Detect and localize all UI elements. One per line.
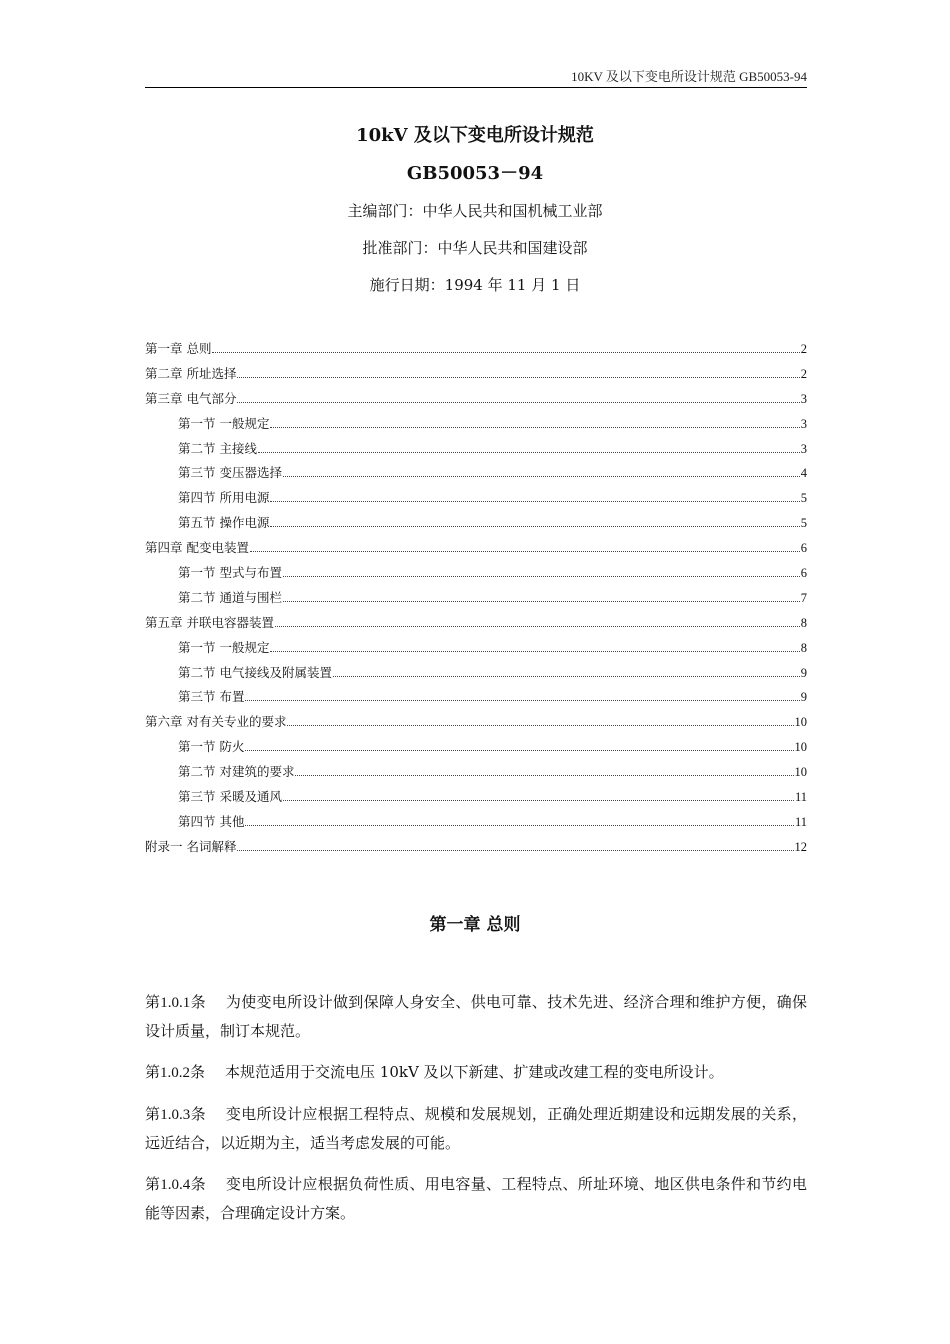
toc-entry-page: 9 [800,665,807,680]
toc-leader-dots [258,439,800,453]
clause-text: 变电所设计应根据工程特点、规模和发展规划，正确处理近期建设和远期发展的关系，远近结合，以近期为主，适当考虑发展的可能。 [145,1105,807,1152]
toc-leader-dots [333,663,800,677]
toc-entry[interactable] [145,538,807,563]
toc-entry-label: 第二章 所址选择 [145,365,237,381]
toc-entry-label: 第六章 对有关专业的要求 [145,714,287,730]
toc-entry[interactable] [145,588,807,613]
toc-entry[interactable] [145,787,807,812]
clause-number: 第1.0.1条 [145,995,206,1011]
toc-entry-label: 第三章 电气部分 [145,390,237,406]
effective-date-line: 施行日期：1994 年 11 月 1 日 [369,276,581,294]
toc-leader-dots [283,463,800,477]
table-of-contents [145,339,807,862]
title-block [0,124,950,298]
chapter-title: 第一章 总则 [429,915,521,935]
toc-entry-label: 第四章 配变电装置 [145,540,249,556]
toc-leader-dots [237,837,793,851]
toc-entry-page: 8 [800,640,807,655]
clause-text: 本规范适用于交流电压 10kV 及以下新建、扩建或改建工程的变电所设计。 [225,1063,724,1081]
toc-entry[interactable] [145,364,807,389]
toc-entry-label: 第一章 总则 [145,341,212,356]
toc-entry-page: 2 [800,366,807,381]
toc-entry-label: 第四节 所用电源 [178,490,270,506]
toc-entry-page: 9 [800,690,807,705]
toc-leader-dots [245,737,793,751]
toc-entry[interactable] [145,513,807,538]
toc-entry-label: 第二节 电气接线及附属装置 [178,664,332,680]
toc-entry-label: 第三节 变压器选择 [178,465,282,481]
document-code: GB50053－94 [406,163,544,184]
toc-leader-dots [250,538,800,552]
clause-paragraph [145,988,807,1045]
running-header [145,66,807,88]
toc-leader-dots [237,364,799,378]
toc-entry-page: 12 [794,839,807,854]
toc-entry-page: 10 [794,765,807,780]
toc-entry-page: 4 [800,466,807,481]
approver-line: 批准部门：中华人民共和国建设部 [362,239,588,257]
toc-leader-dots [245,687,799,701]
toc-entry-label: 第一节 型式与布置 [178,565,282,581]
toc-entry[interactable] [145,687,807,712]
clause-paragraph [145,1100,807,1157]
toc-leader-dots [245,812,793,826]
toc-entry[interactable] [145,389,807,414]
toc-leader-dots [270,414,799,428]
toc-entry-label: 第一节 一般规定 [178,415,270,431]
toc-entry-page: 3 [800,416,807,431]
toc-entry-page: 5 [800,516,807,531]
toc-leader-dots [283,787,794,801]
toc-leader-dots [275,613,800,627]
toc-entry-label: 第五节 操作电源 [178,515,270,531]
toc-entry-page: 3 [800,391,807,406]
toc-entry[interactable] [145,737,807,762]
clause-number: 第1.0.4条 [145,1177,206,1193]
toc-entry[interactable] [145,613,807,638]
toc-entry-page: 11 [794,790,807,805]
clause-text: 变电所设计应根据负荷性质、用电容量、工程特点、所址环境、地区供电条件和节约电能等因素，合理确定设计方案。 [145,1175,807,1222]
toc-entry-page: 11 [794,814,807,829]
toc-leader-dots [270,638,799,652]
toc-leader-dots [287,712,793,726]
toc-entry-label: 第五章 并联电容器装置 [145,614,274,630]
toc-entry[interactable] [145,463,807,488]
toc-leader-dots [270,488,799,502]
toc-entry-page: 7 [800,590,807,605]
toc-leader-dots [237,389,799,403]
toc-entry[interactable] [145,837,807,862]
toc-leader-dots [283,588,800,602]
document-title: 10kV 及以下变电所设计规范 [356,125,594,146]
clause-paragraph [145,1058,807,1087]
toc-entry[interactable] [145,439,807,464]
toc-entry-label: 第二节 对建筑的要求 [178,764,295,780]
toc-entry-label: 第四节 其他 [178,813,245,829]
toc-entry[interactable] [145,339,807,364]
toc-entry[interactable] [145,812,807,837]
toc-entry-page: 5 [800,491,807,506]
toc-entry-page: 8 [800,615,807,630]
toc-entry-label: 第一节 防火 [178,739,245,755]
clause-paragraph [145,1170,807,1227]
toc-entry-page: 6 [800,541,807,556]
toc-entry-label: 附录一 名词解释 [145,838,237,854]
toc-entry-page: 2 [800,342,807,356]
clause-number: 第1.0.2条 [145,1065,206,1081]
toc-entry[interactable] [145,712,807,737]
running-header-text: 10KV 及以下变电所设计规范 GB50053-94 [571,69,807,84]
toc-leader-dots [212,339,799,353]
clause-number: 第1.0.3条 [145,1107,206,1123]
toc-entry[interactable] [145,762,807,787]
toc-leader-dots [295,762,793,776]
toc-entry-page: 3 [800,441,807,456]
toc-entry-label: 第一节 一般规定 [178,639,270,655]
toc-entry-label: 第二节 通道与围栏 [178,589,282,605]
toc-entry[interactable] [145,638,807,663]
toc-leader-dots [270,513,799,527]
toc-entry-label: 第三节 采暖及通风 [178,789,282,805]
toc-entry[interactable] [145,563,807,588]
clause-text: 为使变电所设计做到保障人身安全、供电可靠、技术先进、经济合理和维护方便，确保设计质量，制订本规范。 [145,993,807,1040]
chapter-body [145,988,807,1240]
toc-leader-dots [283,563,800,577]
toc-entry[interactable] [145,663,807,688]
toc-entry-page: 10 [794,740,807,755]
toc-entry[interactable] [145,488,807,513]
toc-entry-page: 10 [794,715,807,730]
toc-entry-label: 第三节 布置 [178,689,245,705]
toc-entry[interactable] [145,414,807,439]
toc-entry-label: 第二节 主接线 [178,440,257,456]
editor-line: 主编部门：中华人民共和国机械工业部 [347,202,603,220]
toc-entry-page: 6 [800,566,807,581]
